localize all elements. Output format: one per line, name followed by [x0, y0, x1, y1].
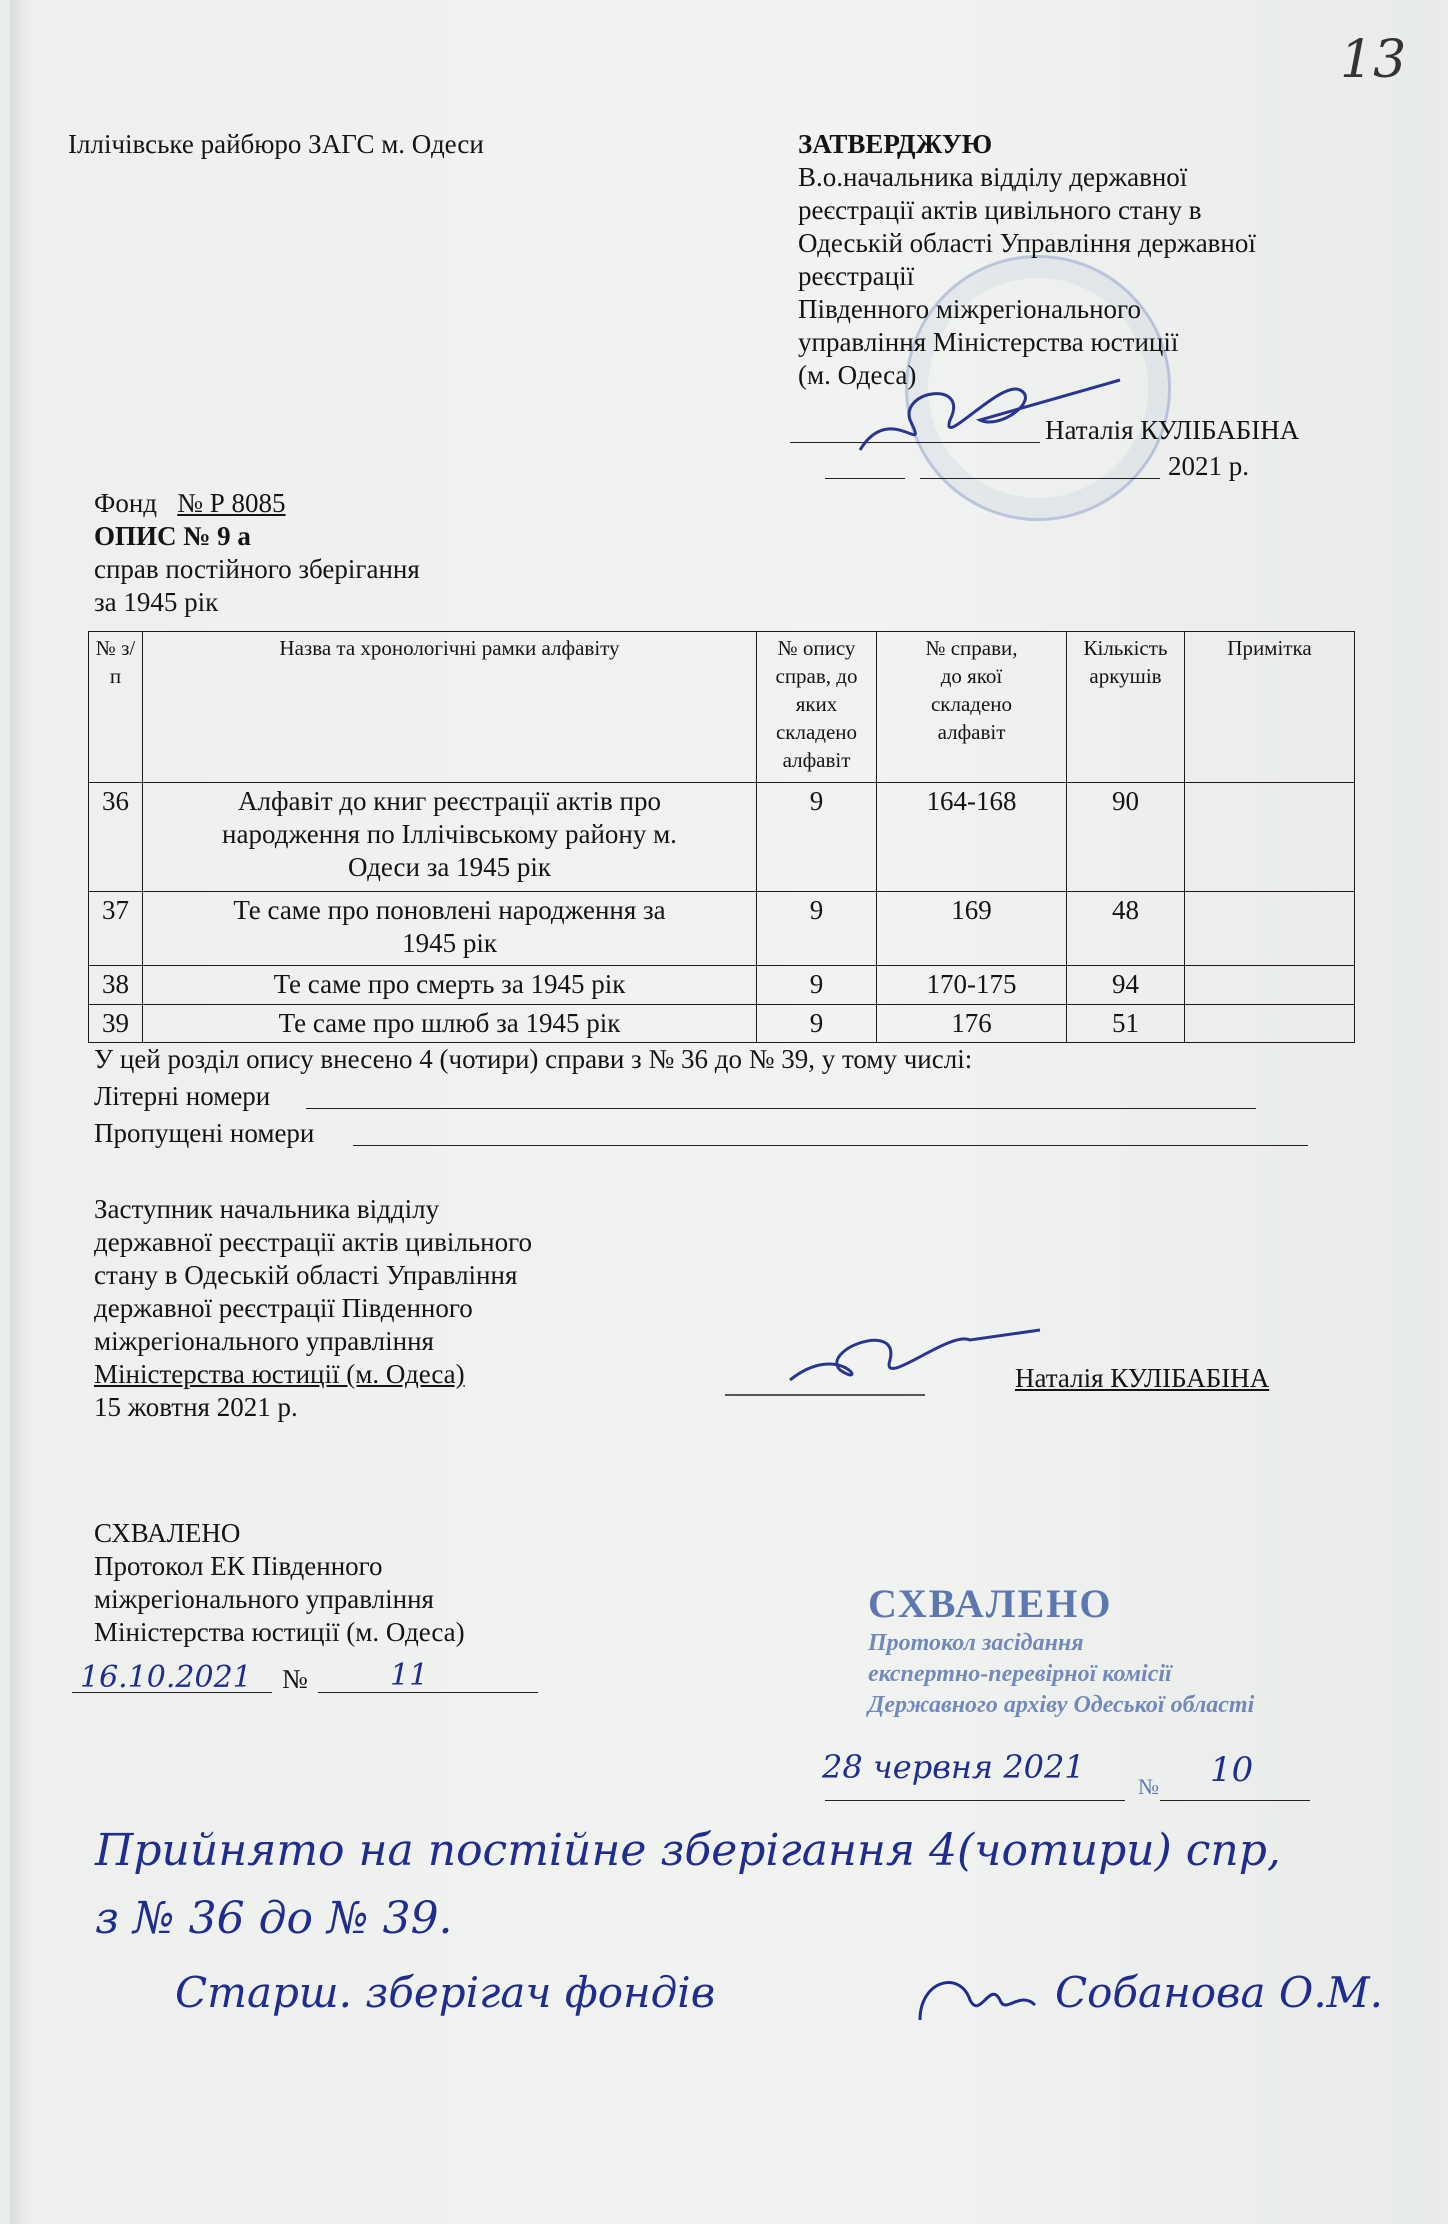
approval-line: реєстрації актів цивільного стану в [798, 195, 1202, 225]
date-line [825, 478, 905, 479]
cell-title: Те саме про поновлені народження за 1945 рік [143, 892, 757, 966]
column-header: № опису справ, до яких складено алфавіт [757, 632, 877, 783]
number-line [1160, 1800, 1310, 1801]
liter-numbers-line [306, 1108, 1256, 1109]
column-header: Кількість аркушів [1067, 632, 1185, 783]
stamp-line: Державного архіву Одеської області [868, 1692, 1255, 1718]
deputy-date: 15 жовтня 2021 р. [94, 1392, 298, 1422]
opys-title: ОПИС № 9 а [94, 521, 251, 551]
cell-title: Алфавіт до книг реєстрації актів про народження по Іллічівському району м. Одеси за 1945 рік [143, 783, 757, 892]
approval-line: (м. Одеса) [798, 360, 917, 390]
date-line [72, 1692, 272, 1693]
approver-name: Наталія КУЛІБАБІНА [1045, 415, 1300, 445]
cell-note [1185, 966, 1355, 1005]
cell-opys: 9 [757, 783, 877, 892]
deputy-line: Міністерства юстиції (м. Одеса) [94, 1359, 465, 1389]
handwritten-note-line1: Прийнято на постійне зберігання 4(чотири) спр, [95, 1825, 1281, 1876]
approved-line: міжрегіонального управління [94, 1584, 434, 1614]
approval-date: 2021 р. [1168, 451, 1249, 481]
cell-note [1185, 783, 1355, 892]
cell-opys: 9 [757, 966, 877, 1005]
cell-note [1185, 892, 1355, 966]
approval-block [798, 128, 1256, 392]
column-header: № справи, до якої складено алфавіт [877, 632, 1067, 783]
column-header: Назва та хронологічні рамки алфавіту [143, 632, 757, 783]
stamp-number-handwritten: 10 [1210, 1750, 1254, 1790]
fond-block [94, 487, 420, 619]
table-row [89, 966, 1355, 1005]
missing-numbers-line [353, 1145, 1308, 1146]
cell-sprava: 176 [877, 1005, 1067, 1043]
cell-sprava: 169 [877, 892, 1067, 966]
deputy-line: державної реєстрації Південного [94, 1293, 473, 1323]
table-row [89, 1005, 1355, 1043]
approved-number-handwritten: 11 [390, 1658, 429, 1693]
fond-label: Фонд [94, 488, 158, 518]
column-header: Примітка [1185, 632, 1355, 783]
stamp-line: експертно-перевірної комісії [868, 1661, 1172, 1687]
stamp-date-handwritten: 28 червня 2021 [822, 1748, 1085, 1786]
page-number: 13 [1340, 30, 1407, 90]
deputy-line: державної реєстрації актів цивільного [94, 1227, 533, 1257]
date-line [920, 478, 1160, 479]
deputy-line: стану в Одеській області Управління [94, 1260, 518, 1290]
handwritten-note-line2: з № 36 до № 39. [95, 1893, 453, 1944]
handwritten-signer: Собанова О.М. [1055, 1968, 1384, 2017]
deputy-block [94, 1193, 532, 1424]
cell-sheets: 51 [1067, 1005, 1185, 1043]
column-header: № з/п [89, 632, 143, 783]
cell-sheets: 90 [1067, 783, 1185, 892]
approval-title: ЗАТВЕРДЖУЮ [798, 129, 993, 159]
deputy-name: Наталія КУЛІБАБІНА [1015, 1363, 1270, 1393]
deputy-line: міжрегіонального управління [94, 1326, 434, 1356]
cell-number: 39 [89, 1005, 143, 1043]
signature-icon [910, 1960, 1040, 2040]
cell-opys: 9 [757, 1005, 877, 1043]
cell-note [1185, 1005, 1355, 1043]
approved-date-handwritten: 16.10.2021 [80, 1660, 252, 1695]
approval-line: В.о.начальника відділу державної [798, 162, 1188, 192]
cell-title: Те саме про смерть за 1945 рік [143, 966, 757, 1005]
stamp-number-label: № [1138, 1774, 1159, 1799]
cell-sprava: 170-175 [877, 966, 1067, 1005]
stamp-line: Протокол засідання [868, 1630, 1084, 1656]
approved-left-block [94, 1517, 465, 1649]
cell-title: Те саме про шлюб за 1945 рік [143, 1005, 757, 1043]
date-line [825, 1800, 1125, 1801]
approval-line: управління Міністерства юстиції [798, 327, 1179, 357]
handwritten-role: Старш. зберігач фондів [175, 1968, 716, 2017]
cell-number: 36 [89, 783, 143, 892]
liter-numbers-label: Літерні номери [94, 1081, 271, 1111]
approved-line: Протокол ЕК Південного [94, 1551, 383, 1581]
cell-sprava: 164-168 [877, 783, 1067, 892]
approval-line: Південного міжрегіонального [798, 294, 1141, 324]
cell-number: 38 [89, 966, 143, 1005]
signature-icon [720, 1310, 1050, 1400]
opys-year: за 1945 рік [94, 587, 219, 617]
fond-number: № Р 8085 [177, 488, 286, 518]
table-row [89, 783, 1355, 892]
cell-sheets: 48 [1067, 892, 1185, 966]
archive-approval-stamp [868, 1580, 1254, 1721]
table-row [89, 892, 1355, 966]
table-header [89, 632, 1355, 783]
cell-opys: 9 [757, 892, 877, 966]
approved-number-label: № [282, 1664, 308, 1694]
approval-line: реєстрації [798, 261, 915, 291]
inventory-table [88, 631, 1355, 1043]
summary-text: У цей розділ опису внесено 4 (чотири) справи з № 36 до № 39, у тому числі: [94, 1044, 973, 1074]
approved-title: СХВАЛЕНО [94, 1518, 241, 1548]
opys-subtitle: справ постійного зберігання [94, 554, 420, 584]
approval-line: Одеській області Управління державної [798, 228, 1256, 258]
missing-numbers-label: Пропущені номери [94, 1118, 315, 1148]
deputy-line: Заступник начальника відділу [94, 1194, 440, 1224]
cell-number: 37 [89, 892, 143, 966]
approved-line: Міністерства юстиції (м. Одеса) [94, 1617, 465, 1647]
stamp-title: СХВАЛЕНО [868, 1581, 1113, 1626]
organization-name: Іллічівське райбюро ЗАГС м. Одеси [68, 129, 484, 159]
cell-sheets: 94 [1067, 966, 1185, 1005]
